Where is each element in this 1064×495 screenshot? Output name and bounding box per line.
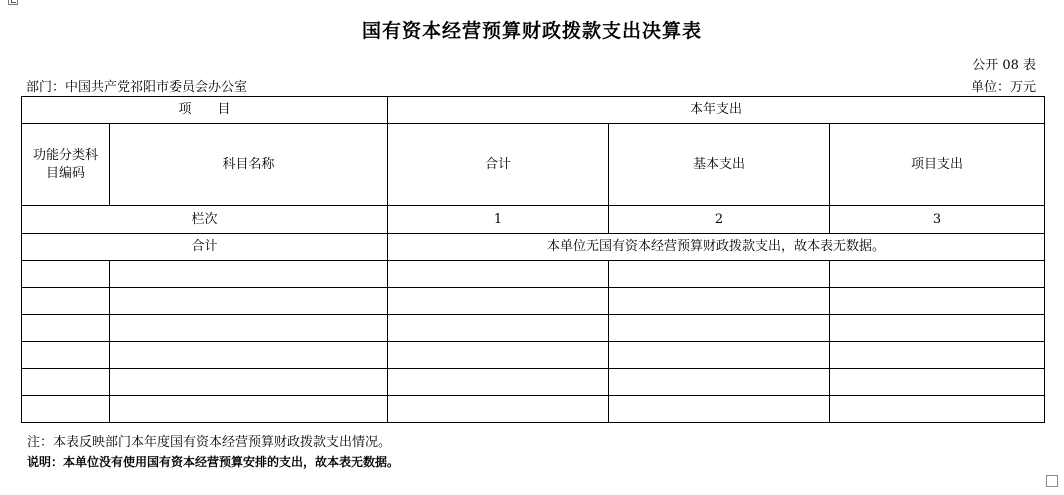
table-cell [110,261,388,288]
table-cell [388,315,609,342]
form-number: 公开 08 表 [972,58,1036,73]
table-row [22,261,1045,288]
table-cell [609,315,830,342]
table-cell [388,342,609,369]
table-cell [110,288,388,315]
sheet-corner-marker [8,0,18,5]
header-row-2 [22,124,1045,206]
column-number-label: 栏次 [22,206,388,234]
total-row-label: 合计 [22,234,388,261]
table-cell [110,396,388,423]
table-row [22,342,1045,369]
table-cell [110,342,388,369]
table-cell [388,288,609,315]
column-number-3: 3 [830,206,1045,234]
table-cell [830,396,1045,423]
table-row [22,369,1045,396]
table-cell [22,369,110,396]
expenditure-table [21,96,1045,423]
table-cell [609,342,830,369]
explanation-note: 说明：本单位没有使用国有资本经营预算安排的支出，故本表无数据。 [27,455,400,469]
table-cell [609,288,830,315]
table-cell [830,315,1045,342]
table-cell [388,261,609,288]
header-row-1 [22,97,1045,124]
table-cell [22,288,110,315]
table-cell [110,369,388,396]
total-row [22,234,1045,261]
column-number-row [22,206,1045,234]
column-number-2: 2 [609,206,830,234]
table-cell [388,396,609,423]
project-expense-header: 项目支出 [830,124,1045,206]
table-cell [830,288,1045,315]
table-cell [22,261,110,288]
total-header: 合计 [388,124,609,206]
table-cell [22,396,110,423]
table-row [22,288,1045,315]
table-cell [830,369,1045,396]
item-header-char-1: 项 [178,102,192,118]
table-cell [609,396,830,423]
function-code-header: 功能分类科目编码 [22,124,110,206]
table-cell [830,261,1045,288]
unit-label: 单位：万元 [970,80,1036,95]
sheet-corner-box [1046,475,1058,487]
department-label: 部门：中国共产党祁阳市委员会办公室 [26,80,248,95]
table-cell [22,315,110,342]
subject-name-header: 科目名称 [110,124,388,206]
column-number-1: 1 [388,206,609,234]
basic-expense-header: 基本支出 [609,124,830,206]
current-year-expense-header: 本年支出 [388,97,1045,124]
table-cell [609,369,830,396]
table-row [22,315,1045,342]
table-cell [388,369,609,396]
no-data-message: 本单位无国有资本经营预算财政拨款支出，故本表无数据。 [388,234,1045,261]
table-cell [110,315,388,342]
footnote: 注：本表反映部门本年度国有资本经营预算财政拨款支出情况。 [27,435,392,450]
item-header-char-2: 目 [217,102,231,118]
table-cell [22,342,110,369]
page-title: 国有资本经营预算财政拨款支出决算表 [361,20,702,42]
table-cell [609,261,830,288]
table-row [22,396,1045,423]
item-header-cell [22,97,388,124]
table-cell [830,342,1045,369]
